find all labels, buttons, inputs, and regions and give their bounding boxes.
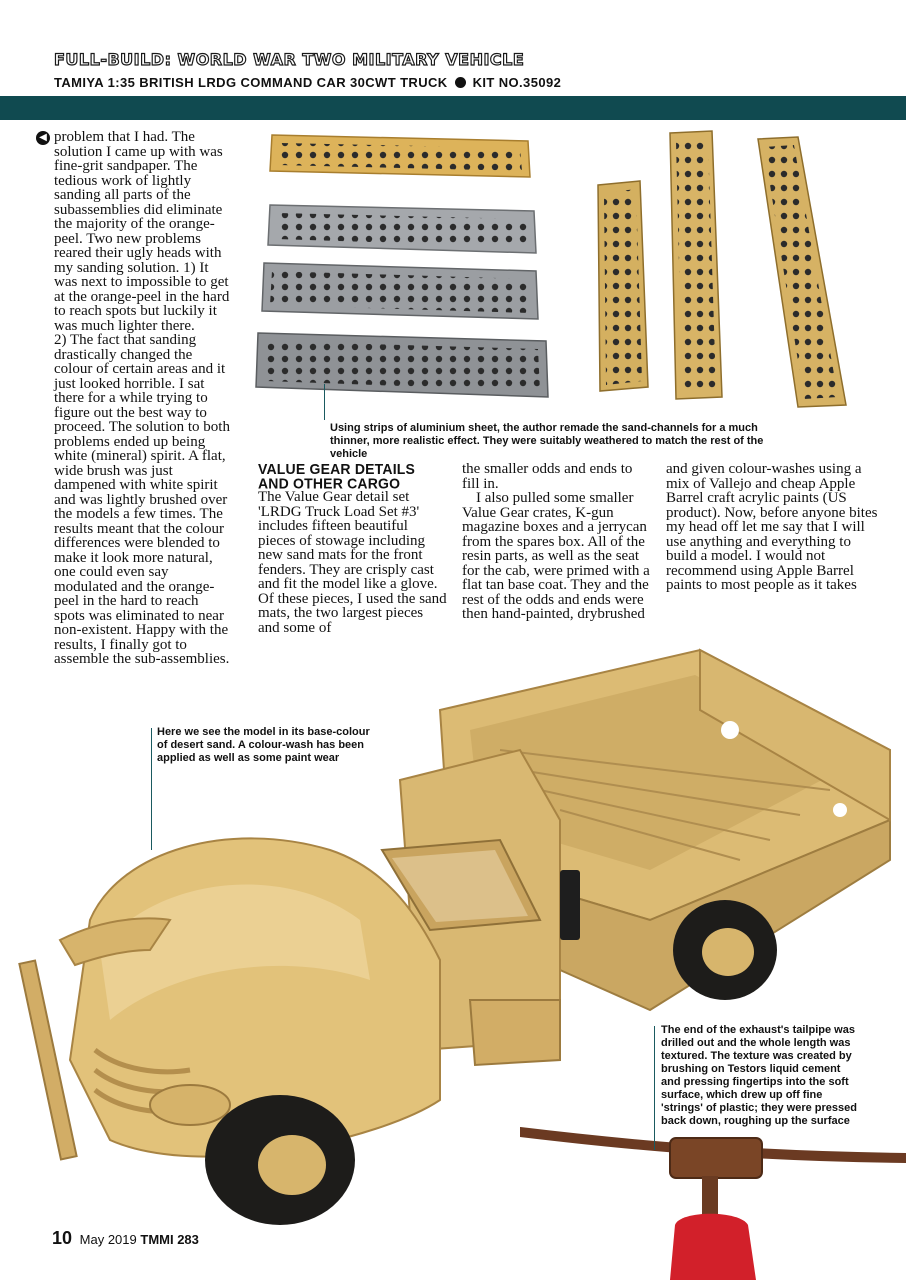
paragraph: The Value Gear detail set 'LRDG Truck Load Set #3' includes fifteen beautiful pieces of stowage including new sand mats for the front fenders. They are crisply cast and fit the model like a glove. Of these pieces, I used the sand mats, the two largest pieces and some of xyxy=(258,489,447,636)
kit-number: KIT NO.35092 xyxy=(472,75,562,90)
kit-subtitle xyxy=(54,75,561,90)
kit-subtitle-left: TAMIYA 1:35 BRITISH LRDG COMMAND CAR 30CWT TRUCK xyxy=(54,75,448,90)
article-column-4 xyxy=(666,462,878,593)
caption-leader-line xyxy=(654,1026,655,1150)
continued-arrow-icon: ◀ xyxy=(36,131,50,145)
page-number: 10 xyxy=(52,1228,73,1248)
issue-date: May 2019 xyxy=(79,1232,137,1247)
header-band xyxy=(0,96,906,120)
sand-channels-photo xyxy=(250,125,906,415)
paragraph: I also pulled some smaller Value Gear crates, K-gun magazine boxes and a jerrycan from the spares box. All of the resin parts, as well as the seat for the cab, were primed with a flat tan base coat. They and the rest of the odds and ends were then hand-painted, drybrushed xyxy=(462,490,650,622)
section-kicker: FULL-BUILD: WORLD WAR TWO MILITARY VEHICLE xyxy=(54,50,525,69)
paragraph: and given colour-washes using a mix of Vallejo and cheap Apple Barrel craft acrylic paints (US product). Now, before anyone bites my head off let me say that I will use anything and everything to build a model. I would not recommend using Apple Barrel paints to most people as it takes xyxy=(666,461,878,593)
caption-sand-channels: Using strips of aluminium sheet, the author remade the sand-channels for a much thinner, more realistic effect. They were suitably weathered to match the rest of the vehicle xyxy=(330,422,764,460)
caption-leader-line xyxy=(324,384,325,420)
paragraph: 2) The fact that sanding drastically changed the colour of certain areas and it just looked horrible. I sat there for a while trying to figure out the best way to proceed. The solution to both problems ended up being white (mineral) spirit. A flat, wide brush was just dampened with white spirit and was lightly brushed over the models a few times. The results meant that the colour differences were blended to make it look more natural, one could even say modulated and the orange-peel in the hard to reach spots was eliminated to near non-existent. Happy with the results, I finally got to assemble the sub-assemblies. xyxy=(54,332,230,667)
exhaust-photo xyxy=(520,1110,906,1280)
bullet-dot-icon xyxy=(455,77,466,88)
article-column-2 xyxy=(258,462,448,635)
page-folio xyxy=(52,1228,199,1249)
magazine-issue: TMMI 283 xyxy=(140,1232,199,1247)
article-column-1 xyxy=(54,130,232,667)
article-column-3 xyxy=(462,462,652,622)
paragraph: the smaller odds and ends to fill in. xyxy=(462,461,633,492)
paragraph: problem that I had. The solution I came up with was fine-grit sandpaper. The tedious work of lightly sanding all parts of the subassemblies did eliminate the majority of the orange-peel. Two new problems reared their ugly heads with my sanding solution. 1) It was next to impossible to get at the orange-peel in the hard to reach spots but luckily it was much lighter there. xyxy=(54,129,230,334)
section-heading: VALUE GEAR DETAILS AND OTHER CARGO xyxy=(258,460,416,492)
caption-base-colour: Here we see the model in its base-colour of desert sand. A colour-wash has been applied as well as some paint wear xyxy=(157,726,370,764)
caption-exhaust: The end of the exhaust's tailpipe was drilled out and the whole length was textured. The texture was created by brushing on Testors liquid cement and pressing fingertips into the soft surface, which drew up off fine 'strings' of plastic; they were pressed back down, roughing up the surface xyxy=(661,1024,857,1127)
caption-leader-line xyxy=(151,728,152,850)
